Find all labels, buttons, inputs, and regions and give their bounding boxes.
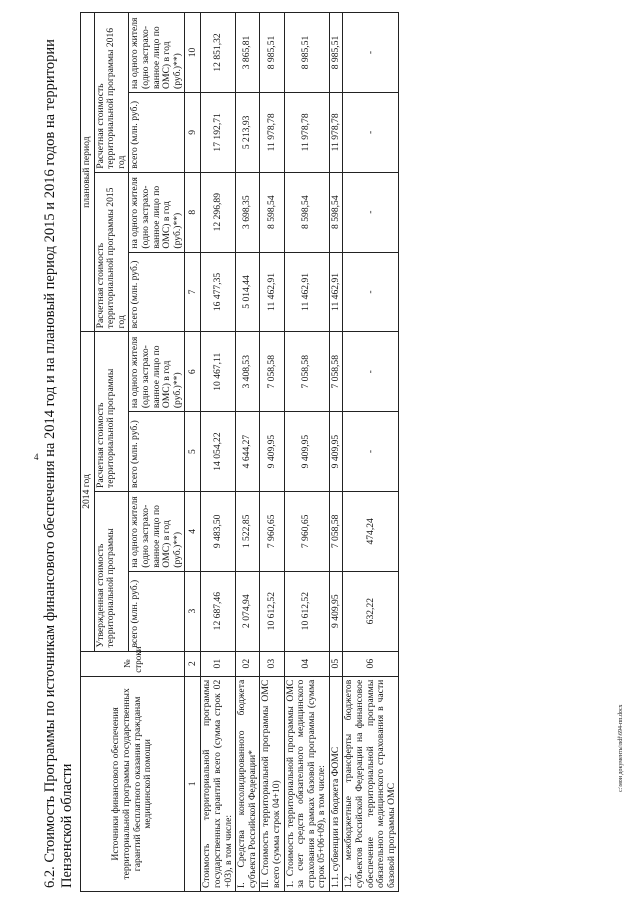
row-label: 1.2. межбюджетные трансферты бюджетов субъектов Российской Федерации на финансовое обеспечение территориальной программы обязательного медицинского страхования в части базовой программы ОМС	[343, 676, 399, 891]
row-value: 1 522,85	[236, 491, 260, 571]
row-value: 7 058,58	[329, 332, 343, 412]
rotated-page-content	[40, 12, 600, 892]
row-value: 7 058,58	[284, 332, 329, 412]
row-value: 11 462,91	[284, 252, 329, 332]
col-number: 3	[185, 571, 201, 651]
row-value: 12 296,89	[201, 172, 236, 252]
cost-table	[80, 12, 399, 892]
row-value: 8 598,54	[284, 172, 329, 252]
header-per-capita: на одного жителя (одно застрахо-ванное лицо по ОМС) в год (руб.)**)	[129, 332, 185, 412]
header-per-capita: на одного жителя (одно застрахо-ванное лицо по ОМС) в год (руб.)**)	[129, 13, 185, 93]
row-label: II. Стоимость территориальной программы ОМС всего (сумма строк 04+10)	[260, 676, 284, 891]
row-number: 04	[284, 651, 329, 676]
footer-path: c:\мои документы\ndf\694-пп.docx	[618, 704, 624, 792]
col-number: 4	[185, 491, 201, 571]
table-body	[201, 13, 399, 892]
row-value: 2 074,94	[236, 571, 260, 651]
table-row	[343, 13, 399, 892]
header-approved: Утвержденная стоимость территориальной программы	[94, 491, 129, 651]
header-year-2014: 2014 год	[81, 332, 95, 651]
row-label: 1. Стоимость территориальной программы ОМС за счет средств обязательного медицинского страхования в рамках базовой программы (сумма строк 05+06+09), в том числе:	[284, 676, 329, 891]
row-value: -	[343, 332, 399, 412]
header-total: всего (млн. руб.)	[129, 412, 185, 492]
row-value: 17 192,71	[201, 92, 236, 172]
header-source: Источники финансового обеспечения территориальной программы государственных гарантий бесплатного оказания гражданам медицинской помощи	[81, 676, 185, 891]
header-total: всего (млн. руб.)	[129, 92, 185, 172]
row-value: 11 462,91	[329, 252, 343, 332]
col-number: 5	[185, 412, 201, 492]
row-value: 3 698,35	[236, 172, 260, 252]
table-row	[329, 13, 343, 892]
row-value: 11 978,78	[260, 92, 284, 172]
row-value: 9 483,50	[201, 491, 236, 571]
row-value: 14 054,22	[201, 412, 236, 492]
row-number: 05	[329, 651, 343, 676]
table-row	[284, 13, 329, 892]
col-number: 9	[185, 92, 201, 172]
row-value: 474,24	[343, 491, 399, 571]
row-value: 16 477,35	[201, 252, 236, 332]
row-value: 10 612,52	[284, 571, 329, 651]
row-value: 8 985,51	[260, 13, 284, 93]
header-total: всего (млн. руб.)	[129, 252, 185, 332]
col-number: 7	[185, 252, 201, 332]
row-number: 03	[260, 651, 284, 676]
header-per-capita: на одного жителя (одно застрахо-ванное лицо по ОМС) в год (руб.)**)	[129, 172, 185, 252]
row-value: 11 462,91	[260, 252, 284, 332]
row-value: 8 598,54	[260, 172, 284, 252]
row-value: 7 960,65	[284, 491, 329, 571]
row-value: 11 978,78	[329, 92, 343, 172]
row-value: 3 408,53	[236, 332, 260, 412]
row-value: 8 598,54	[329, 172, 343, 252]
header-planning: плановый период	[81, 13, 95, 332]
row-value: -	[343, 92, 399, 172]
row-value: 8 985,51	[284, 13, 329, 93]
header-per-capita: на одного жителя (одно застрахо-ванное лицо по ОМС) в год (руб.)**)	[129, 491, 185, 571]
row-value: 10 467,11	[201, 332, 236, 412]
row-value: 4 644,27	[236, 412, 260, 492]
row-value: 8 985,51	[329, 13, 343, 93]
row-value: 632,22	[343, 571, 399, 651]
row-label: 1.1. субвенции из бюджета ФОМС	[329, 676, 343, 891]
row-value: 5 213,93	[236, 92, 260, 172]
row-value: 7 960,65	[260, 491, 284, 571]
row-value: 9 409,95	[260, 412, 284, 492]
row-value: 9 409,95	[329, 412, 343, 492]
row-value: 12 851,32	[201, 13, 236, 93]
col-number: 10	[185, 13, 201, 93]
row-number: 06	[343, 651, 399, 676]
section-title: 6.2. Стоимость Программы по источникам финансового обеспечения на 2014 год и на плановый период 2015 и 2016 годов на территории Пензенской области	[42, 39, 75, 888]
header-row-no: № строки	[81, 651, 185, 676]
row-value: 10 612,52	[260, 571, 284, 651]
header-total: всего (млн. руб.)	[129, 571, 185, 651]
row-label: I. Средства консолидированного бюджета субъекта Российской Федерации*	[236, 676, 260, 891]
row-value: 12 687,46	[201, 571, 236, 651]
col-number: 2	[185, 651, 201, 676]
page-number: 4	[34, 452, 39, 462]
row-value: -	[343, 412, 399, 492]
row-label: Стоимость территориальной программы государственных гарантий всего (сумма строк 02 +03), в том числе:	[201, 676, 236, 891]
table-row	[236, 13, 260, 892]
row-number: 01	[201, 651, 236, 676]
row-value: 5 014,44	[236, 252, 260, 332]
row-value: 9 409,95	[329, 571, 343, 651]
col-number: 6	[185, 332, 201, 412]
row-value: 9 409,95	[284, 412, 329, 492]
row-value: -	[343, 252, 399, 332]
row-value: 3 865,81	[236, 13, 260, 93]
col-number: 8	[185, 172, 201, 252]
row-value: -	[343, 13, 399, 93]
row-number: 02	[236, 651, 260, 676]
row-value: -	[343, 172, 399, 252]
row-value: 7 058,58	[260, 332, 284, 412]
table-row	[201, 13, 236, 892]
table-row	[260, 13, 284, 892]
row-value: 7 058,58	[329, 491, 343, 571]
header-calc-2016: Расчетная стоимость территориальной программы 2016 год	[94, 13, 129, 173]
row-value: 11 978,78	[284, 92, 329, 172]
header-calc: Расчетная стоимость территориальной программы	[94, 332, 129, 492]
col-number: 1	[185, 676, 201, 891]
header-calc-2015: Расчетная стоимость территориальной программы 2015 год	[94, 172, 129, 332]
